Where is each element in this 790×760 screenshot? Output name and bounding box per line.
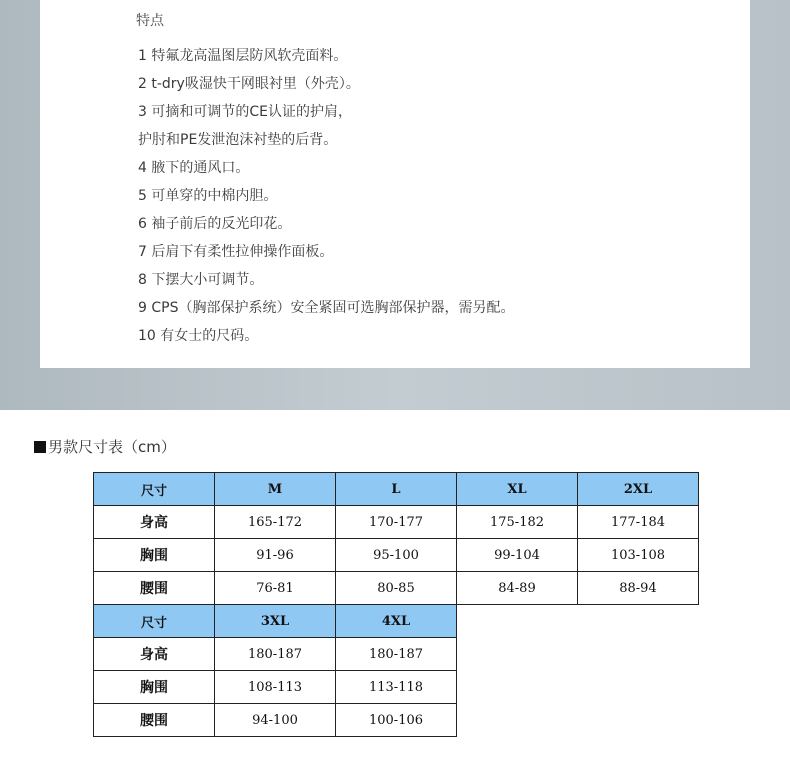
feature-item: 护肘和PE发泄泡沫衬垫的后背。: [138, 132, 338, 148]
size-chart-title-text: 男款尺寸表（cm）: [48, 438, 176, 456]
size-table-1: [93, 472, 699, 605]
size-table-2: [93, 604, 457, 737]
table-header-row: [94, 605, 457, 638]
table-cell: 165-172: [215, 506, 336, 539]
feature-item: 8 下摆大小可调节。: [138, 272, 264, 288]
table-cell: 180-187: [215, 638, 336, 671]
feature-item: 9 CPS（胸部保护系统）安全紧固可选胸部保护器，需另配。: [138, 300, 515, 316]
feature-list: [138, 42, 514, 350]
table-cell: 113-118: [336, 671, 457, 704]
header-cell: XL: [457, 473, 578, 506]
feature-item: 2 t-dry吸湿快干网眼衬里（外壳）。: [138, 76, 360, 92]
feature-item: 6 袖子前后的反光印花。: [138, 216, 292, 232]
feature-item: 4 腋下的通风口。: [138, 160, 250, 176]
table-cell: 100-106: [336, 704, 457, 737]
feature-item: 7 后肩下有柔性拉伸操作面板。: [138, 244, 334, 260]
header-cell: 尺寸: [94, 473, 215, 506]
feature-card: [40, 0, 750, 368]
table-cell: 76-81: [215, 572, 336, 605]
row-label: 胸围: [94, 671, 215, 704]
header-cell: L: [336, 473, 457, 506]
header-cell: M: [215, 473, 336, 506]
table-row: [94, 539, 699, 572]
feature-item: 3 可摘和可调节的CE认证的护肩，: [138, 104, 352, 120]
row-label: 身高: [94, 506, 215, 539]
table-row: [94, 704, 457, 737]
table-cell: 177-184: [578, 506, 699, 539]
header-cell: 2XL: [578, 473, 699, 506]
table-cell: 103-108: [578, 539, 699, 572]
table-cell: 95-100: [336, 539, 457, 572]
header-cell: 3XL: [215, 605, 336, 638]
header-cell: 4XL: [336, 605, 457, 638]
black-square-icon: [34, 441, 46, 453]
row-label: 身高: [94, 638, 215, 671]
row-label: 腰围: [94, 572, 215, 605]
table-cell: 91-96: [215, 539, 336, 572]
feature-item: 1 特氟龙高温图层防风软壳面料。: [138, 48, 348, 64]
table-cell: 180-187: [336, 638, 457, 671]
header-cell: 尺寸: [94, 605, 215, 638]
table-cell: 99-104: [457, 539, 578, 572]
table-cell: 175-182: [457, 506, 578, 539]
table-header-row: [94, 473, 699, 506]
table-cell: 88-94: [578, 572, 699, 605]
table-cell: 94-100: [215, 704, 336, 737]
table-row: [94, 671, 457, 704]
row-label: 胸围: [94, 539, 215, 572]
table-cell: 170-177: [336, 506, 457, 539]
feature-heading: 特点: [136, 13, 164, 29]
table-cell: 108-113: [215, 671, 336, 704]
table-cell: 80-85: [336, 572, 457, 605]
table-row: [94, 506, 699, 539]
feature-item: 10 有女士的尺码。: [138, 328, 259, 344]
table-cell: 84-89: [457, 572, 578, 605]
table-row: [94, 572, 699, 605]
row-label: 腰围: [94, 704, 215, 737]
feature-item: 5 可单穿的中棉内胆。: [138, 188, 278, 204]
table-row: [94, 638, 457, 671]
size-chart-title: [34, 436, 176, 457]
